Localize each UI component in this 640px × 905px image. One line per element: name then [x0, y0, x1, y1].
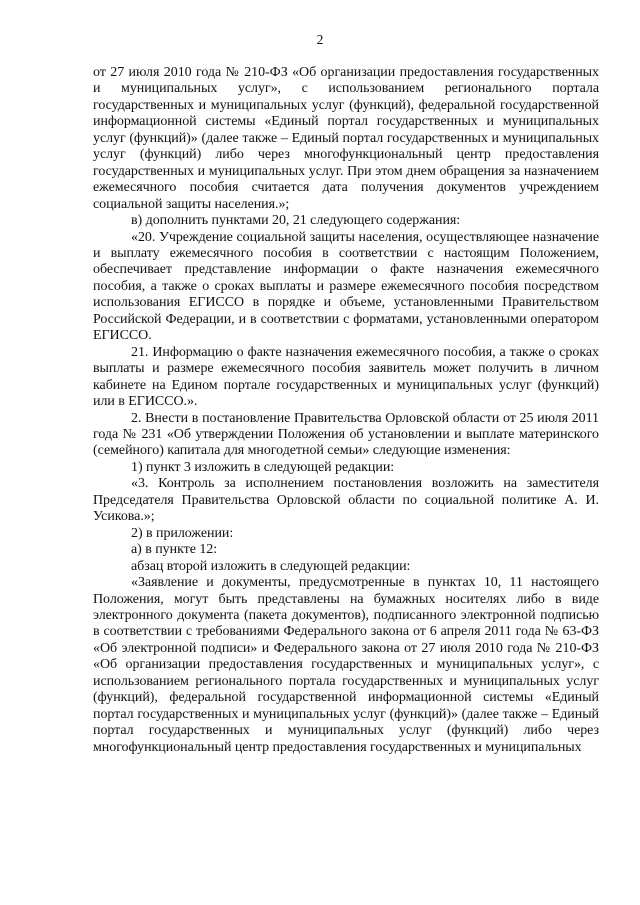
paragraph-section-2: 2. Внести в постановление Правительства Орловской области от 25 июля 2011 года № 231 «Об утверждении Положения об установлении и выплате материнского (семейного) капитала для многодетной семьи» следующие изменения: — [93, 410, 599, 459]
paragraph-quote: «Заявление и документы, предусмотренные в пунктах 10, 11 настоящего Положения, могут быть представлены на бумажных носителях либо в виде электронного документа (пакета документов), подписанного электронной подписью в соответствии с требованиями Федерального закона от 6 апреля 2011 года № 63-ФЗ «Об электронной подписи» и Федерального закона от 27 июля 2010 года № 210-ФЗ «Об организации предоставления государственных и муниципальных услуг», с использованием регионального портала государственных и муниципальных услуг (функций), федеральной государственной информационной системы «Единый портал государственных и муниципальных услуг (функций)» (далее также – Единый портал государственных и муниципальных услуг (функций) либо через многофункциональный центр предоставления государственных и муниципальных — [93, 575, 599, 755]
paragraph-continuation: от 27 июля 2010 года № 210-ФЗ «Об организации предоставления государственных и муниципальных услуг», с использованием регионального портала государственных и муниципальных услуг (функций), федеральной государственной информационной системы «Единый портал государственных и муниципальных услуг (функций)» (далее также – Единый портал государственных и муниципальных услуг (функций) либо через многофункциональный центр предоставления государственных и муниципальных услуг. При этом днем обращения за назначением ежемесячного пособия считается дата получения документов учреждением социальной защиты населения.»; — [93, 65, 599, 212]
paragraph-point-20: «20. Учреждение социальной защиты населения, осуществляющее назначение и выплату ежемесячного пособия в соответствии с настоящим Положением, обеспечивает представление информации о факте назначения ежемесячного пособия, а также о сроках выплаты и размере ежемесячного пособия посредством использования ЕГИССО в порядке и объеме, установленными Правительством Российской Федерации, и в соответствии с форматами, установленными оператором ЕГИССО. — [93, 229, 599, 344]
paragraph-item-v: в) дополнить пунктами 20, 21 следующего содержания: — [131, 213, 461, 229]
page-number: 2 — [316, 32, 324, 47]
document-body — [93, 65, 599, 756]
paragraph-abzac: абзац второй изложить в следующей редакции: — [131, 558, 411, 574]
paragraph-point-3: «3. Контроль за исполнением постановления возложить на заместителя Председателя Правительства Орловской области по социальной политике А. И. Усикова.»; — [93, 476, 599, 525]
paragraph-item-a: а) в пункте 12: — [131, 542, 218, 558]
paragraph-point-21: 21. Информацию о факте назначения ежемесячного пособия, а также о сроках выплаты и размере ежемесячного пособия заявитель может получить в личном кабинете на Едином портале государственных и муниципальных услуг (функций) или в ЕГИССО.». — [93, 344, 599, 410]
paragraph-item-1: 1) пункт 3 изложить в следующей редакции: — [131, 459, 395, 475]
paragraph-item-2: 2) в приложении: — [131, 525, 234, 541]
